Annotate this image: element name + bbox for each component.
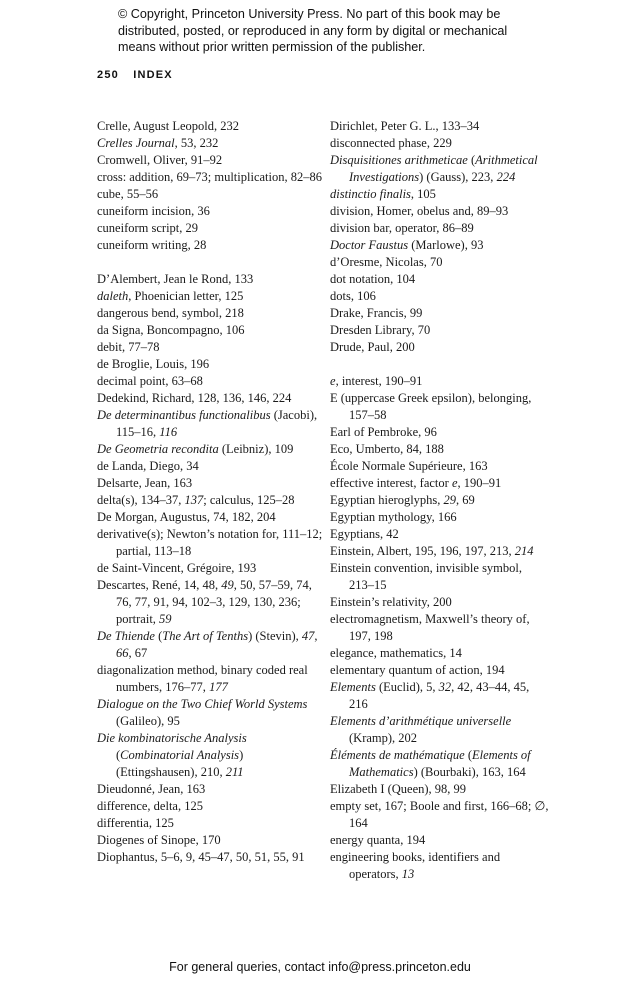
index-column-right bbox=[330, 118, 550, 883]
index-entry: De determinantibus functionalibus (Jacobi), 115–16, 116 bbox=[97, 408, 318, 439]
index-entry: Cromwell, Oliver, 91–92 bbox=[97, 153, 223, 167]
index-entry: Dieudonné, Jean, 163 bbox=[97, 782, 206, 796]
index-entry: Dresden Library, 70 bbox=[330, 323, 431, 337]
index-entry: engineering books, identifiers and operators, 13 bbox=[330, 850, 501, 881]
index-entry: De Geometria recondita (Leibniz), 109 bbox=[97, 442, 294, 456]
index-entry: Delsarte, Jean, 163 bbox=[97, 476, 193, 490]
index-entry: Elements d’arithmétique universelle (Kramp), 202 bbox=[330, 714, 512, 745]
index-entry: De Morgan, Augustus, 74, 182, 204 bbox=[97, 510, 276, 524]
index-entry: Einstein, Albert, 195, 196, 197, 213, 214 bbox=[330, 544, 534, 558]
index-entry: Doctor Faustus (Marlowe), 93 bbox=[330, 238, 484, 252]
index-entry: Éléments de mathématique (Elements of Mathematics) (Bourbaki), 163, 164 bbox=[330, 748, 531, 779]
index-entry: dot notation, 104 bbox=[330, 272, 416, 286]
index-entry: Egyptian mythology, 166 bbox=[330, 510, 457, 524]
index-entry: Disquisitiones arithmeticae (Arithmetical Investigations) (Gauss), 223, 224 bbox=[330, 153, 538, 184]
index-entry: electromagnetism, Maxwell’s theory of, 197, 198 bbox=[330, 612, 530, 643]
index-entry: distinctio finalis, 105 bbox=[330, 187, 436, 201]
index-entry: delta(s), 134–37, 137; calculus, 125–28 bbox=[97, 493, 295, 507]
index-column-left bbox=[97, 118, 323, 866]
index-entry: Crelles Journal, 53, 232 bbox=[97, 136, 219, 150]
index-entry: elementary quantum of action, 194 bbox=[330, 663, 505, 677]
index-entry: Drake, Francis, 99 bbox=[330, 306, 423, 320]
index-entry: differentia, 125 bbox=[97, 816, 174, 830]
index-entry: D’Alembert, Jean le Rond, 133 bbox=[97, 272, 254, 286]
index-entry: cube, 55–56 bbox=[97, 187, 159, 201]
page-number: 250 bbox=[97, 69, 119, 81]
index-entry: dangerous bend, symbol, 218 bbox=[97, 306, 244, 320]
index-entry: Egyptian hieroglyphs, 29, 69 bbox=[330, 493, 475, 507]
index-entry: effective interest, factor e, 190–91 bbox=[330, 476, 502, 490]
index-entry: Die kombinatorische Analysis (Combinatorial Analysis) (Ettingshausen), 210, 211 bbox=[97, 731, 247, 779]
index-entry: Descartes, René, 14, 48, 49, 50, 57–59, 74, 76, 77, 91, 94, 102–3, 129, 130, 236; portrait, 59 bbox=[97, 578, 312, 626]
index-entry: difference, delta, 125 bbox=[97, 799, 203, 813]
index-entry: De Thiende (The Art of Tenths) (Stevin), 47, 66, 67 bbox=[97, 629, 318, 660]
index-entry: daleth, Phoenician letter, 125 bbox=[97, 289, 244, 303]
index-entry: division, Homer, obelus and, 89–93 bbox=[330, 204, 509, 218]
index-entry: debit, 77–78 bbox=[97, 340, 160, 354]
footer-contact: For general queries, contact info@press.princeton.edu bbox=[169, 960, 471, 974]
index-entry: Einstein’s relativity, 200 bbox=[330, 595, 452, 609]
index-entry: decimal point, 63–68 bbox=[97, 374, 203, 388]
index-entry: cross: addition, 69–73; multiplication, 82–86 bbox=[97, 170, 322, 184]
index-entry: cuneiform script, 29 bbox=[97, 221, 199, 235]
index-entry: derivative(s); Newton’s notation for, 111–12; partial, 113–18 bbox=[97, 527, 323, 558]
section-title: INDEX bbox=[133, 69, 173, 81]
index-entry: dots, 106 bbox=[330, 289, 376, 303]
index-entry: e, interest, 190–91 bbox=[330, 374, 423, 388]
index-entry: diagonalization method, binary coded real numbers, 176–77, 177 bbox=[97, 663, 308, 694]
index-entry: Dirichlet, Peter G. L., 133–34 bbox=[330, 119, 480, 133]
index-entry: Diogenes of Sinope, 170 bbox=[97, 833, 221, 847]
index-entry: Eco, Umberto, 84, 188 bbox=[330, 442, 444, 456]
index-entry: Einstein convention, invisible symbol, 213–15 bbox=[330, 561, 522, 592]
index-entry: empty set, 167; Boole and first, 166–68; ∅, 164 bbox=[330, 799, 549, 830]
index-entry: Dedekind, Richard, 128, 136, 146, 224 bbox=[97, 391, 292, 405]
index-entry: de Landa, Diego, 34 bbox=[97, 459, 199, 473]
index-entry: d’Oresme, Nicolas, 70 bbox=[330, 255, 443, 269]
index-entry: Elements (Euclid), 5, 32, 42, 43–44, 45, 216 bbox=[330, 680, 530, 711]
index-entry: cuneiform writing, 28 bbox=[97, 238, 207, 252]
index-entry: de Saint-Vincent, Grégoire, 193 bbox=[97, 561, 257, 575]
index-entry: Drude, Paul, 200 bbox=[330, 340, 415, 354]
index-entry: E (uppercase Greek epsilon), belonging, 157–58 bbox=[330, 391, 532, 422]
index-entry: Diophantus, 5–6, 9, 45–47, 50, 51, 55, 91 bbox=[97, 850, 305, 864]
index-entry: elegance, mathematics, 14 bbox=[330, 646, 462, 660]
index-entry: Elizabeth I (Queen), 98, 99 bbox=[330, 782, 467, 796]
index-entry: Earl of Pembroke, 96 bbox=[330, 425, 437, 439]
running-header bbox=[97, 69, 173, 81]
index-entry: division bar, operator, 86–89 bbox=[330, 221, 474, 235]
index-entry: cuneiform incision, 36 bbox=[97, 204, 210, 218]
index-entry: energy quanta, 194 bbox=[330, 833, 426, 847]
index-entry: Egyptians, 42 bbox=[330, 527, 399, 541]
index-entry: disconnected phase, 229 bbox=[330, 136, 452, 150]
index-entry: da Signa, Boncompagno, 106 bbox=[97, 323, 245, 337]
index-entry: Crelle, August Leopold, 232 bbox=[97, 119, 239, 133]
index-entry: de Broglie, Louis, 196 bbox=[97, 357, 210, 371]
index-entry: École Normale Supérieure, 163 bbox=[330, 459, 488, 473]
index-entry: Dialogue on the Two Chief World Systems (Galileo), 95 bbox=[97, 697, 308, 728]
copyright-notice: © Copyright, Princeton University Press. No part of this book may be distributed, posted, or reproduced in any form by digital or mechanical means without prior written permission of the publisher. bbox=[118, 7, 508, 54]
